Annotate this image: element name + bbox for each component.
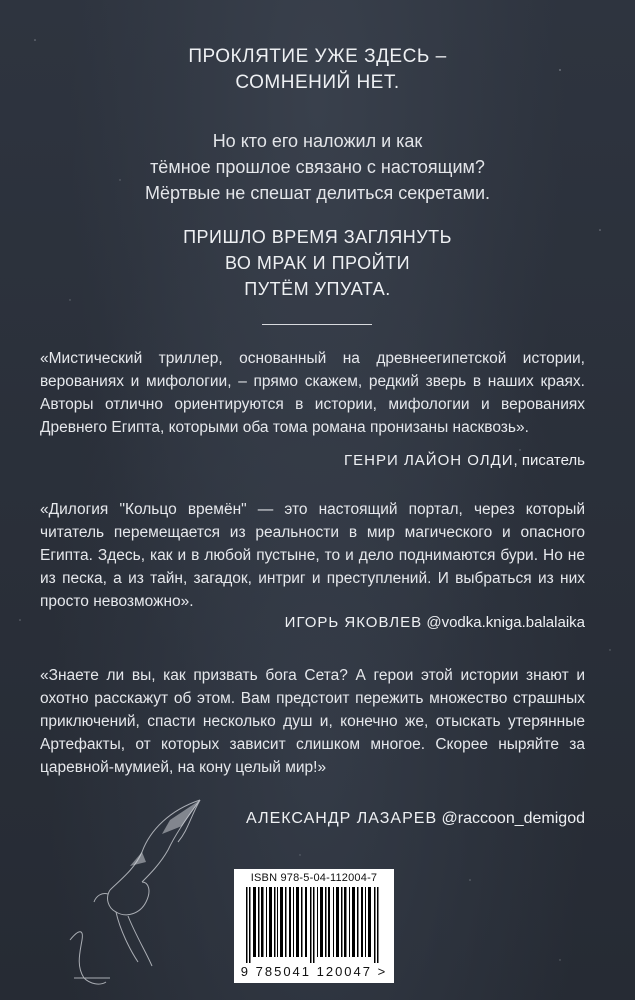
intro-line: тёмное прошлое связано с настоящим?	[150, 157, 485, 177]
call-line: ПРИШЛО ВРЕМЯ ЗАГЛЯНУТЬ	[183, 227, 452, 247]
review-quote: «Знаете ли вы, как призвать бога Сета? А герои этой истории знают и охотно расскажут об этом. Вам предстоит пережить множество страшных приключений, спасти несколько душ и, конечно же, отыскать утерянные Артефакты, от которых зависит слишком многое. Скорее ныряйте за царевной-мумией, на кону целый мир!»	[40, 667, 585, 776]
headline-line: ПРОКЛЯТИЕ УЖЕ ЗДЕСЬ –	[188, 46, 447, 67]
intro-line: Мёртвые не спешат делиться секретами.	[144, 183, 491, 203]
intro-line: Но кто его наложил и как	[212, 131, 423, 151]
review-author	[285, 614, 585, 631]
review-author	[344, 452, 585, 469]
review-quote: «Мистический триллер, основанный на древнеегипетской истории, верованиях и мифологии, – прямо скажем, редкий зверь в наших краях. Авторы отлично ориентируются в истории, мифологии и верованиях Древнего Египта, которыми оба тома романа пронизаны насквозь».	[40, 350, 585, 436]
author-role: @vodka.kniga.balalaika	[422, 614, 585, 631]
call-line: ВО МРАК И ПРОЙТИ	[224, 253, 411, 273]
author-name: АЛЕКСАНДР ЛАЗАРЕВ	[246, 810, 438, 827]
isbn-barcode	[234, 869, 394, 983]
author-name: ИГОРЬ ЯКОВЛЕВ	[284, 614, 423, 631]
section-divider	[262, 324, 372, 325]
barcode-bars	[242, 887, 386, 963]
isbn-label: ISBN 978-5-04-112004-7	[250, 872, 378, 884]
intro-text	[0, 128, 635, 206]
review-author	[246, 810, 585, 828]
author-role: , писатель	[513, 452, 585, 469]
barcode-digits: 9 785041 120047 >	[240, 964, 388, 979]
review-quote: «Дилогия "Кольцо времён" — это настоящий портал, через который читатель перемещается из реальности в мир магического и опасного Египта. Здесь, как и в любой пустыне, то и дело поднимаются бури. Но не из песка, а из тайн, загадок, интриг и преступлений. И выбраться из них просто невозможно».	[40, 501, 585, 610]
headline	[0, 44, 635, 96]
call-text	[0, 224, 635, 302]
bird-illustration	[50, 790, 240, 990]
author-role: @raccoon_demigod	[437, 810, 585, 827]
call-line: ПУТЁМ УПУАТА.	[244, 279, 391, 299]
headline-line: СОМНЕНИЙ НЕТ.	[235, 72, 400, 93]
author-name: ГЕНРИ ЛАЙОН ОЛДИ	[344, 452, 514, 469]
